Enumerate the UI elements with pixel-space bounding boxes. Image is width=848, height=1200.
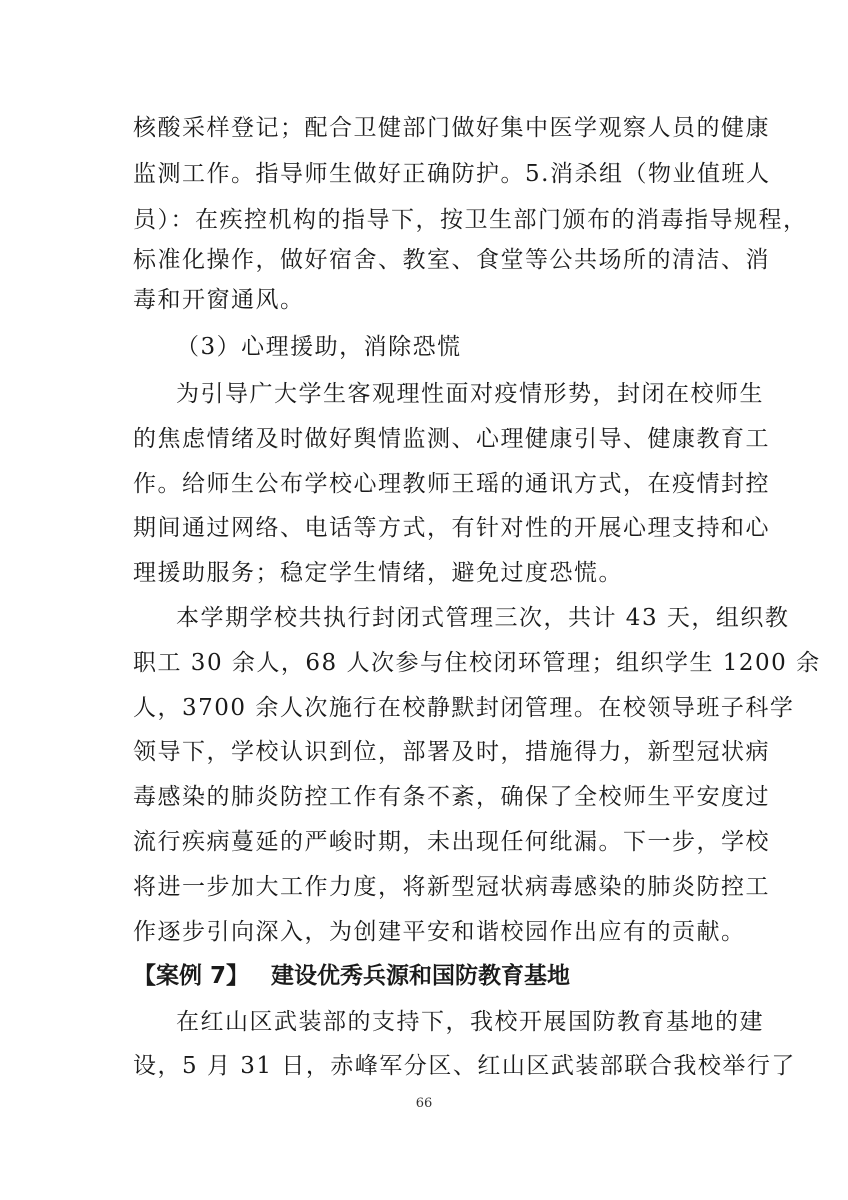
body-text-line: 设，5 月 31 日，赤峰军分区、红山区武装部联合我校举行了	[133, 1053, 796, 1079]
body-text-line: 核酸采样登记；配合卫健部门做好集中医学观察人员的健康	[133, 115, 770, 141]
body-text-line: 作。给师生公布学校心理教师王瑶的通讯方式，在疫情封控	[133, 471, 770, 497]
body-text-line: 在红山区武装部的支持下，我校开展国防教育基地的建	[176, 1009, 764, 1035]
section-subheading: （3）心理援助，消除恐慌	[176, 334, 462, 360]
body-text-line: 期间通过网络、电话等方式，有针对性的开展心理支持和心	[133, 515, 770, 541]
body-text-line: 毒和开窗通风。	[133, 287, 305, 313]
body-text-line: 员）：在疾控机构的指导下，按卫生部门颁布的消毒指导规程，	[133, 207, 808, 233]
body-text-line: 流行疾病蔓延的严峻时期，未出现任何纰漏。下一步，学校	[133, 829, 770, 855]
body-text-line: 毒感染的肺炎防控工作有条不紊，确保了全校师生平安度过	[133, 784, 770, 810]
case-label: 【案例 7】	[133, 963, 250, 989]
body-text-line: 作逐步引向深入，为创建平安和谐校园作出应有的贡献。	[133, 919, 746, 945]
body-text-line: 人，3700 余人次施行在校静默封闭管理。在校领导班子科学	[133, 695, 795, 721]
body-text-line: 监测工作。指导师生做好正确防护。5.消杀组（物业值班人	[133, 161, 771, 187]
case-heading	[133, 953, 733, 999]
case-title: 建设优秀兵源和国防教育基地	[271, 963, 571, 989]
body-text-line: 将进一步加大工作力度，将新型冠状病毒感染的肺炎防控工	[133, 874, 770, 900]
body-text-line: 本学期学校共执行封闭式管理三次，共计 43 天，组织教	[176, 605, 790, 631]
body-text-line: 领导下，学校认识到位，部署及时，措施得力，新型冠状病	[133, 739, 770, 765]
body-text-line: 职工 30 余人，68 人次参与住校闭环管理；组织学生 1200 余	[133, 650, 821, 676]
body-text-line: 标准化操作，做好宿舍、教室、食堂等公共场所的清洁、消	[133, 247, 770, 273]
page-number: 66	[415, 1096, 433, 1111]
body-text-line: 为引导广大学生客观理性面对疫情形势，封闭在校师生	[176, 381, 764, 407]
body-text-line: 的焦虑情绪及时做好舆情监测、心理健康引导、健康教育工	[133, 426, 770, 452]
body-text-line: 理援助服务；稳定学生情绪，避免过度恐慌。	[133, 560, 623, 586]
